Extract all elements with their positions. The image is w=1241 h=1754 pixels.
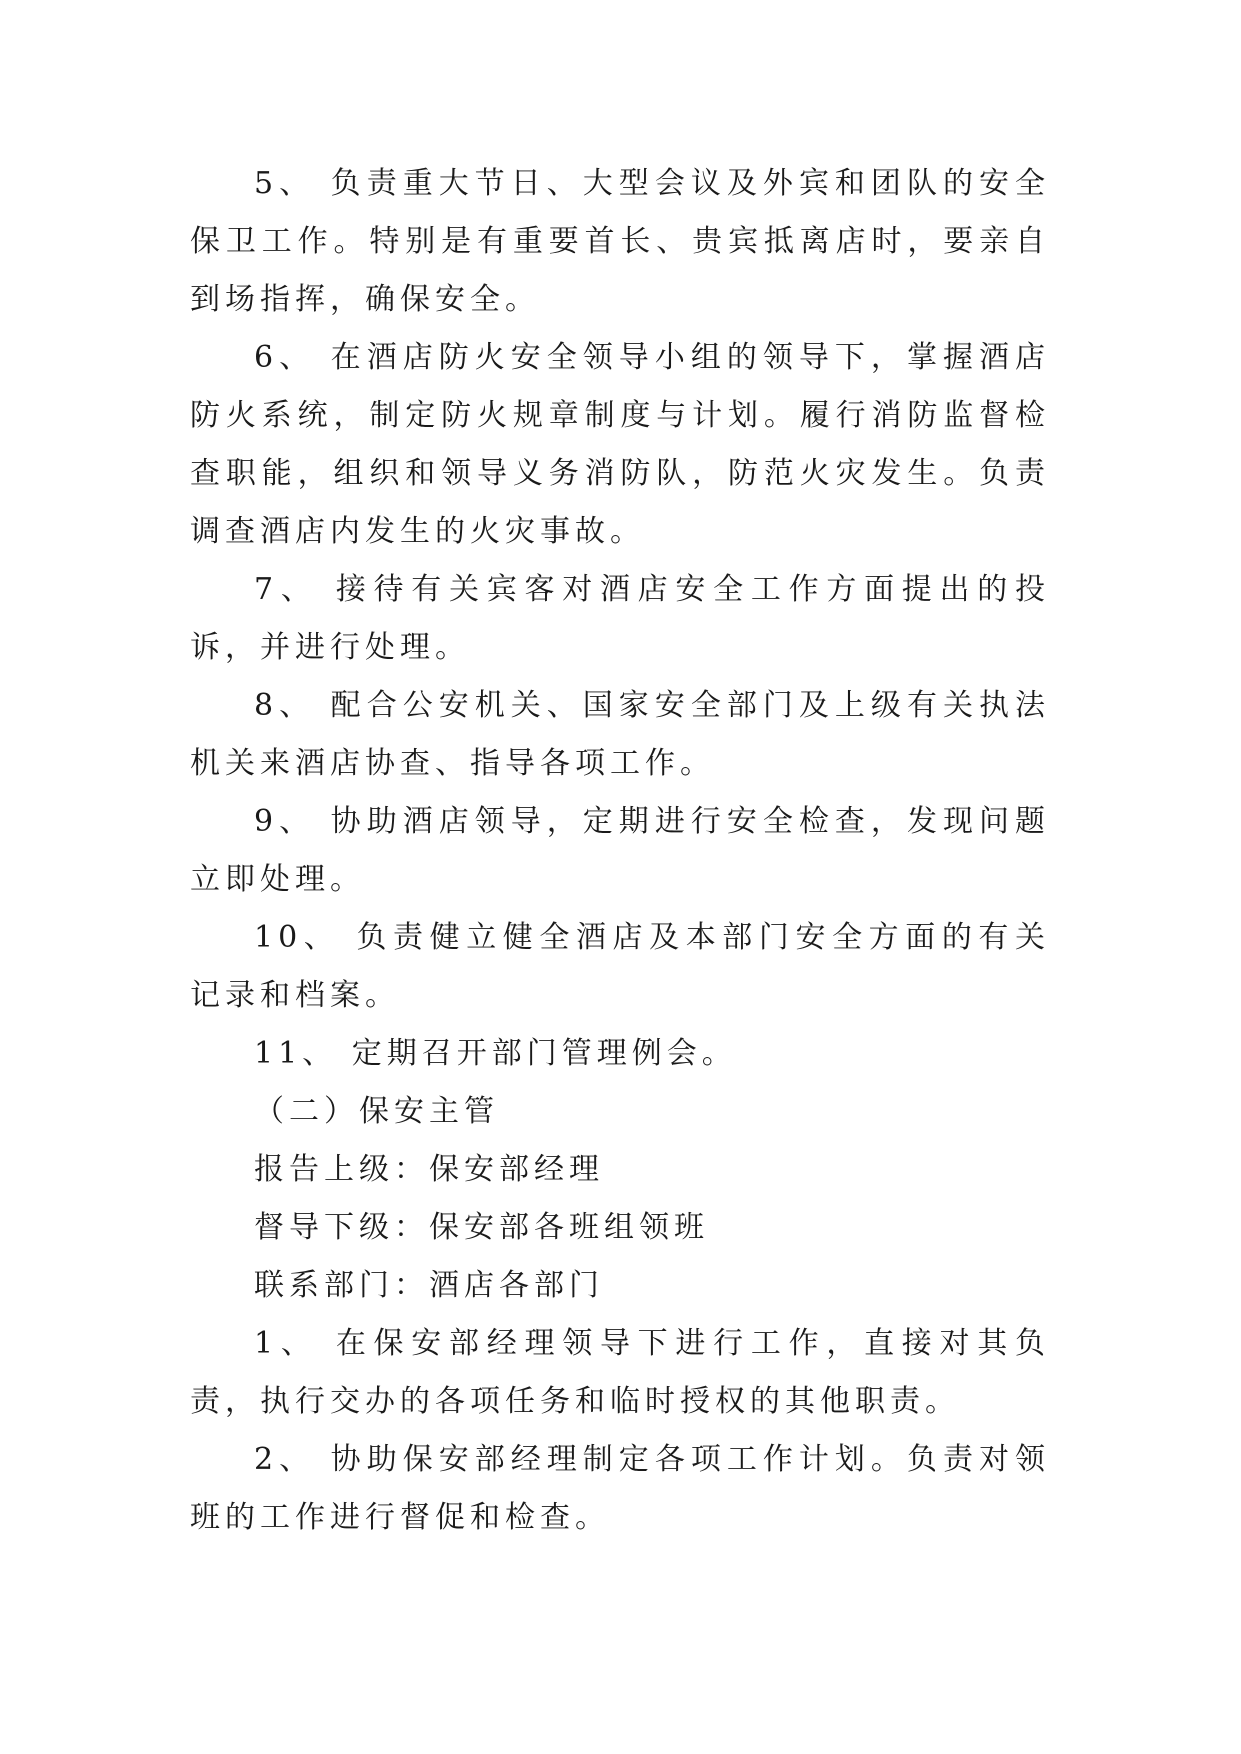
- supervises-line: 督导下级：保安部各班组领班: [254, 1210, 709, 1245]
- reports-to-line: 报告上级：保安部经理: [254, 1152, 604, 1187]
- paragraph-item-9: 9、 协助酒店领导，定期进行安全检查，发现问题立即处理。: [190, 804, 1050, 897]
- paragraph-item-8: 8、 配合公安机关、国家安全部门及上级有关执法机关来酒店协查、指导各项工作。: [190, 688, 1050, 781]
- paragraph-item-7: 7、 接待有关宾客对酒店安全工作方面提出的投诉，并进行处理。: [190, 572, 1050, 665]
- paragraph-item-5: 5、 负责重大节日、大型会议及外宾和团队的安全保卫工作。特别是有重要首长、贵宾抵离店时，要亲自到场指挥，确保安全。: [190, 166, 1050, 317]
- document-page: [190, 155, 1050, 1547]
- paragraph-item-6: 6、 在酒店防火安全领导小组的领导下，掌握酒店防火系统，制定防火规章制度与计划。履行消防监督检查职能，组织和领导义务消防队，防范火灾发生。负责调查酒店内发生的火灾事故。: [190, 340, 1050, 549]
- section-heading: （二）保安主管: [254, 1094, 499, 1129]
- paragraph-item-10: 10、 负责健立健全酒店及本部门安全方面的有关记录和档案。: [190, 920, 1050, 1013]
- duty-item-2: 2、 协助保安部经理制定各项工作计划。负责对领班的工作进行督促和检查。: [190, 1442, 1050, 1535]
- paragraph-item-11: 11、 定期召开部门管理例会。: [254, 1036, 737, 1071]
- duty-item-1: 1、 在保安部经理领导下进行工作，直接对其负责，执行交办的各项任务和临时授权的其他职责。: [190, 1326, 1050, 1419]
- liaison-line: 联系部门：酒店各部门: [254, 1268, 604, 1303]
